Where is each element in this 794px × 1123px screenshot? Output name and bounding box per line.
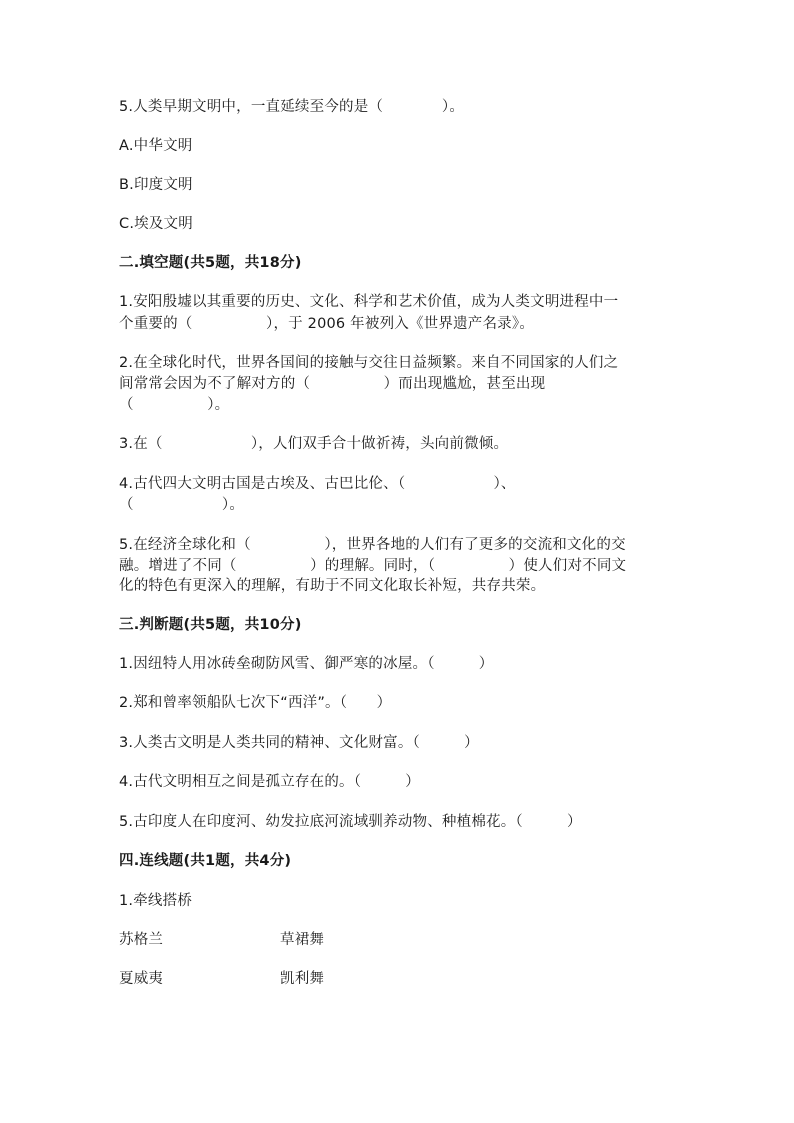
fill-question-4-line-2: （ ）。 — [119, 497, 245, 513]
fill-question-4-line-1: 4.古代四大文明古国是古埃及、古巴比伦、（ ）、 — [119, 476, 516, 492]
judge-question-1: 1.因纽特人用冰砖垒砌防风雪、御严寒的冰屋。（ ） — [119, 656, 494, 672]
section-4-heading: 四.连线题(共1题，共4分) — [119, 853, 292, 869]
fill-question-2-line-3: （ ）。 — [119, 397, 230, 413]
option-a: A.中华文明 — [119, 138, 193, 154]
fill-question-5-line-3: 化的特色有更深入的理解，有助于不同文化取长补短，共存共荣。 — [119, 578, 546, 594]
fill-question-2-line-2: 间常常会因为不了解对方的（ ）而出现尴尬，甚至出现 — [119, 376, 546, 392]
judge-question-4: 4.古代文明相互之间是孤立存在的。（ ） — [119, 774, 420, 790]
match-left-item: 夏威夷 — [119, 971, 164, 987]
match-question-1: 1.牵线搭桥 — [119, 893, 193, 909]
fill-question-5-line-1: 5.在经济全球化和（ ），世界各地的人们有了更多的交流和文化的交 — [119, 537, 626, 553]
section-2-heading: 二.填空题(共5题，共18分) — [119, 255, 302, 271]
fill-question-5-line-2: 融。增进了不同（ ）的理解。同时，（ ）使人们对不同文 — [119, 558, 627, 574]
match-right-item: 草裙舞 — [280, 932, 325, 948]
question-5: 5.人类早期文明中，一直延续至今的是（ ）。 — [119, 99, 465, 115]
option-c: C.埃及文明 — [119, 216, 193, 232]
fill-question-1-line-2: 个重要的（ ），于 2006 年被列入《世界遗产名录》。 — [119, 316, 535, 332]
section-3-heading: 三.判断题(共5题，共10分) — [119, 617, 302, 633]
judge-question-2: 2.郑和曾率领船队七次下“西洋”。（ ） — [119, 695, 392, 711]
judge-question-5: 5.古印度人在印度河、幼发拉底河流域驯养动物、种植棉花。（ ） — [119, 814, 582, 830]
match-left-item: 苏格兰 — [119, 932, 164, 948]
fill-question-1-line-1: 1.安阳殷墟以其重要的历史、文化、科学和艺术价值，成为人类文明进程中一 — [119, 294, 619, 310]
option-b: B.印度文明 — [119, 177, 193, 193]
match-right-item: 凯利舞 — [280, 971, 325, 987]
fill-question-3: 3.在（ ），人们双手合十做祈祷，头向前微倾。 — [119, 436, 509, 452]
fill-question-2-line-1: 2.在全球化时代，世界各国间的接触与交往日益频繁。来自不同国家的人们之 — [119, 355, 619, 371]
judge-question-3: 3.人类古文明是人类共同的精神、文化财富。（ ） — [119, 735, 479, 751]
